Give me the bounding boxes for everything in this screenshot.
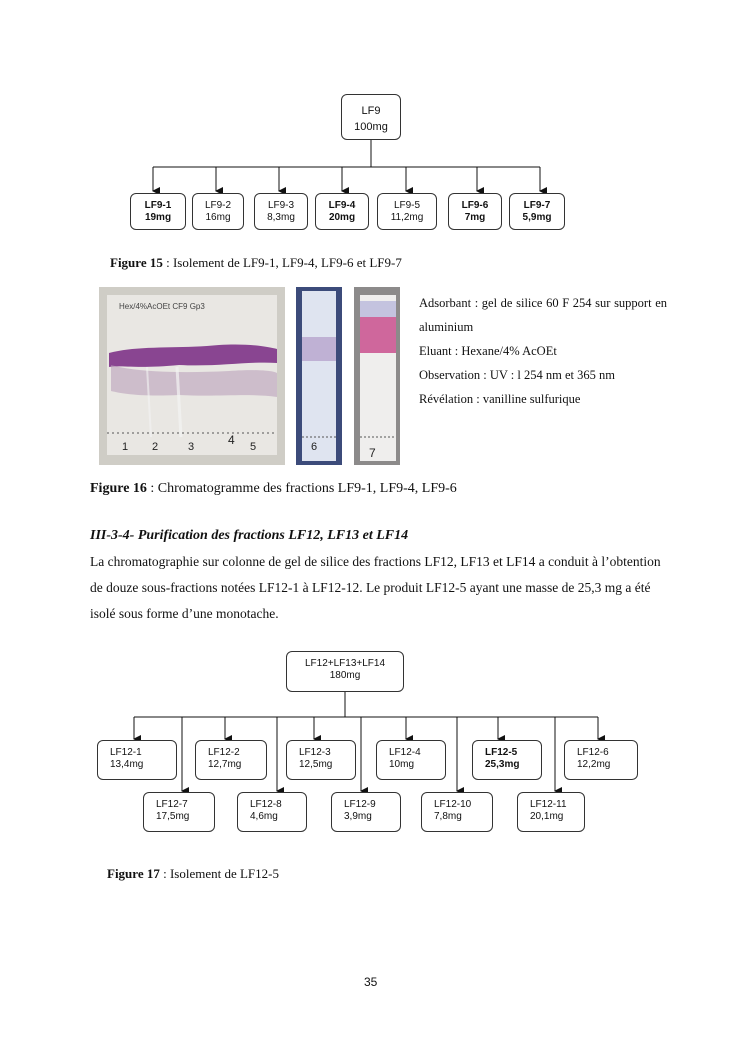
fig17-name: LF12-9 [344,799,376,810]
lane-label: 3 [188,441,195,453]
fig17-row2-box [517,792,585,832]
fig17-mass: 12,7mg [208,759,242,770]
tlc-plate-photo-3 [354,287,400,465]
fig17-row2-box [421,792,493,832]
lane-label: 4 [228,433,235,447]
fig17-name: LF12-11 [530,799,567,810]
fig17-name: LF12-1 [110,747,142,758]
fig15-child-mass: 8,3mg [267,212,295,223]
fig15-child-name: LF9-5 [393,200,421,211]
fig15-child-name: LF9-4 [328,200,356,211]
fig15-child-box [315,193,369,230]
tlc-plate-handwriting: Hex/4%AcOEt CF9 Gp3 [119,302,205,311]
figure-16-text: : Chromatogramme des fractions LF9-1, LF9-4, LF9-6 [146,481,457,496]
figure-16-label: Figure 16 [90,481,147,496]
figure-15-caption [110,255,402,271]
tlc-plate-photo-2 [296,287,342,465]
fig15-child-mass: 16mg [205,212,231,223]
fig17-row2-box [331,792,401,832]
figure-17-text: : Isolement de LF12-5 [159,866,279,881]
lane-label: 5 [250,441,257,453]
fig15-child-box [254,193,308,230]
fig17-mass: 3,9mg [344,811,372,822]
tlc-condition-observation: Observation : UV : l 254 nm et 365 nm [419,368,615,382]
fig15-child-name: LF9-1 [144,200,172,211]
fig17-row1-box [564,740,638,780]
fig17-row1-box [97,740,177,780]
figure-16-caption [90,481,457,497]
figure-15-text: : Isolement de LF9-1, LF9-4, LF9-6 et LF9-7 [162,255,402,270]
fig15-child-name: LF9-3 [267,200,295,211]
fig15-child-mass: 20mg [328,212,356,223]
fig15-child-box [130,193,186,230]
fig17-mass: 13,4mg [110,759,144,770]
tlc-plate-3-drawing [354,287,400,465]
fig17-mass: 25,3mg [485,759,520,770]
fig17-root-name: LF12+LF13+LF14 [304,658,386,669]
fig17-mass: 20,1mg [530,811,564,822]
figure-17-caption [107,866,279,882]
fig17-name: LF12-6 [577,747,609,758]
fig15-child-mass: 11,2mg [390,212,424,223]
fig17-row1-box [376,740,446,780]
fig17-mass: 17,5mg [156,811,190,822]
tlc-condition-eluant: Eluant : Hexane/4% AcOEt [419,344,557,358]
fig17-mass: 4,6mg [250,811,278,822]
fig17-row1-box [195,740,267,780]
tlc-plate-1-drawing [99,287,285,465]
fig17-mass: 7,8mg [434,811,462,822]
lane-label: 1 [122,441,129,453]
fig17-name: LF12-3 [299,747,331,758]
lane-label: 7 [369,446,376,460]
fig17-mass: 10mg [389,759,415,770]
section-paragraph: La chromatographie sur colonne de gel de silice des fractions LF12, LF13 et LF14 a conduit à l’obtention de douze sous-fractions notées LF12-1 à LF12-12. Le produit LF12-5 ayant une masse de 25,3 mg a été isolé sous forme d’une monotache. [90,554,661,621]
fig17-name: LF12-8 [250,799,282,810]
section-heading: III-3-4- Purification des fractions LF12, LF13 et LF14 [90,528,409,543]
fig15-child-mass: 19mg [144,212,172,223]
lane-label: 6 [311,441,318,453]
fig17-name: LF12-10 [434,799,472,810]
fig15-child-box [377,193,437,230]
tlc-plate-2-drawing [296,287,342,465]
lane-label: 2 [152,441,159,453]
fig17-name: LF12-4 [389,747,421,758]
figure-17-label: Figure 17 [107,866,160,881]
fig17-name: LF12-5 [485,747,518,758]
fig17-row2-box [237,792,307,832]
fig17-row1-box [286,740,356,780]
page-number: 35 [364,975,378,989]
fig15-child-name: LF9-7 [523,200,551,211]
figure-15-label: Figure 15 [110,255,163,270]
fig17-name: LF12-7 [156,799,188,810]
fig15-child-mass: 5,9mg [522,212,552,223]
fig15-root-box [341,94,401,140]
fig17-mass: 12,5mg [299,759,333,770]
tlc-condition-revelation: Révélation : vanilline sulfurique [419,392,581,406]
fig15-child-box [509,193,565,230]
fig15-child-box [448,193,502,230]
fig15-child-box [192,193,244,230]
fig17-name: LF12-2 [208,747,240,758]
fig15-child-name: LF9-6 [461,200,489,211]
fig15-child-mass: 7mg [464,212,486,223]
fig15-root-name: LF9 [361,105,381,117]
fig15-child-name: LF9-2 [204,200,232,211]
tlc-plate-photo-1 [99,287,285,465]
fig17-mass: 12,2mg [577,759,611,770]
fig17-root-box [286,651,404,692]
fig15-root-mass: 100mg [354,121,388,133]
fig17-row2-box [143,792,215,832]
fig17-root-mass: 180mg [329,670,361,681]
tlc-condition-adsorbant: Adsorbant : gel de silice 60 F 254 sur support en aluminium [419,296,667,334]
fig17-row1-box [472,740,542,780]
